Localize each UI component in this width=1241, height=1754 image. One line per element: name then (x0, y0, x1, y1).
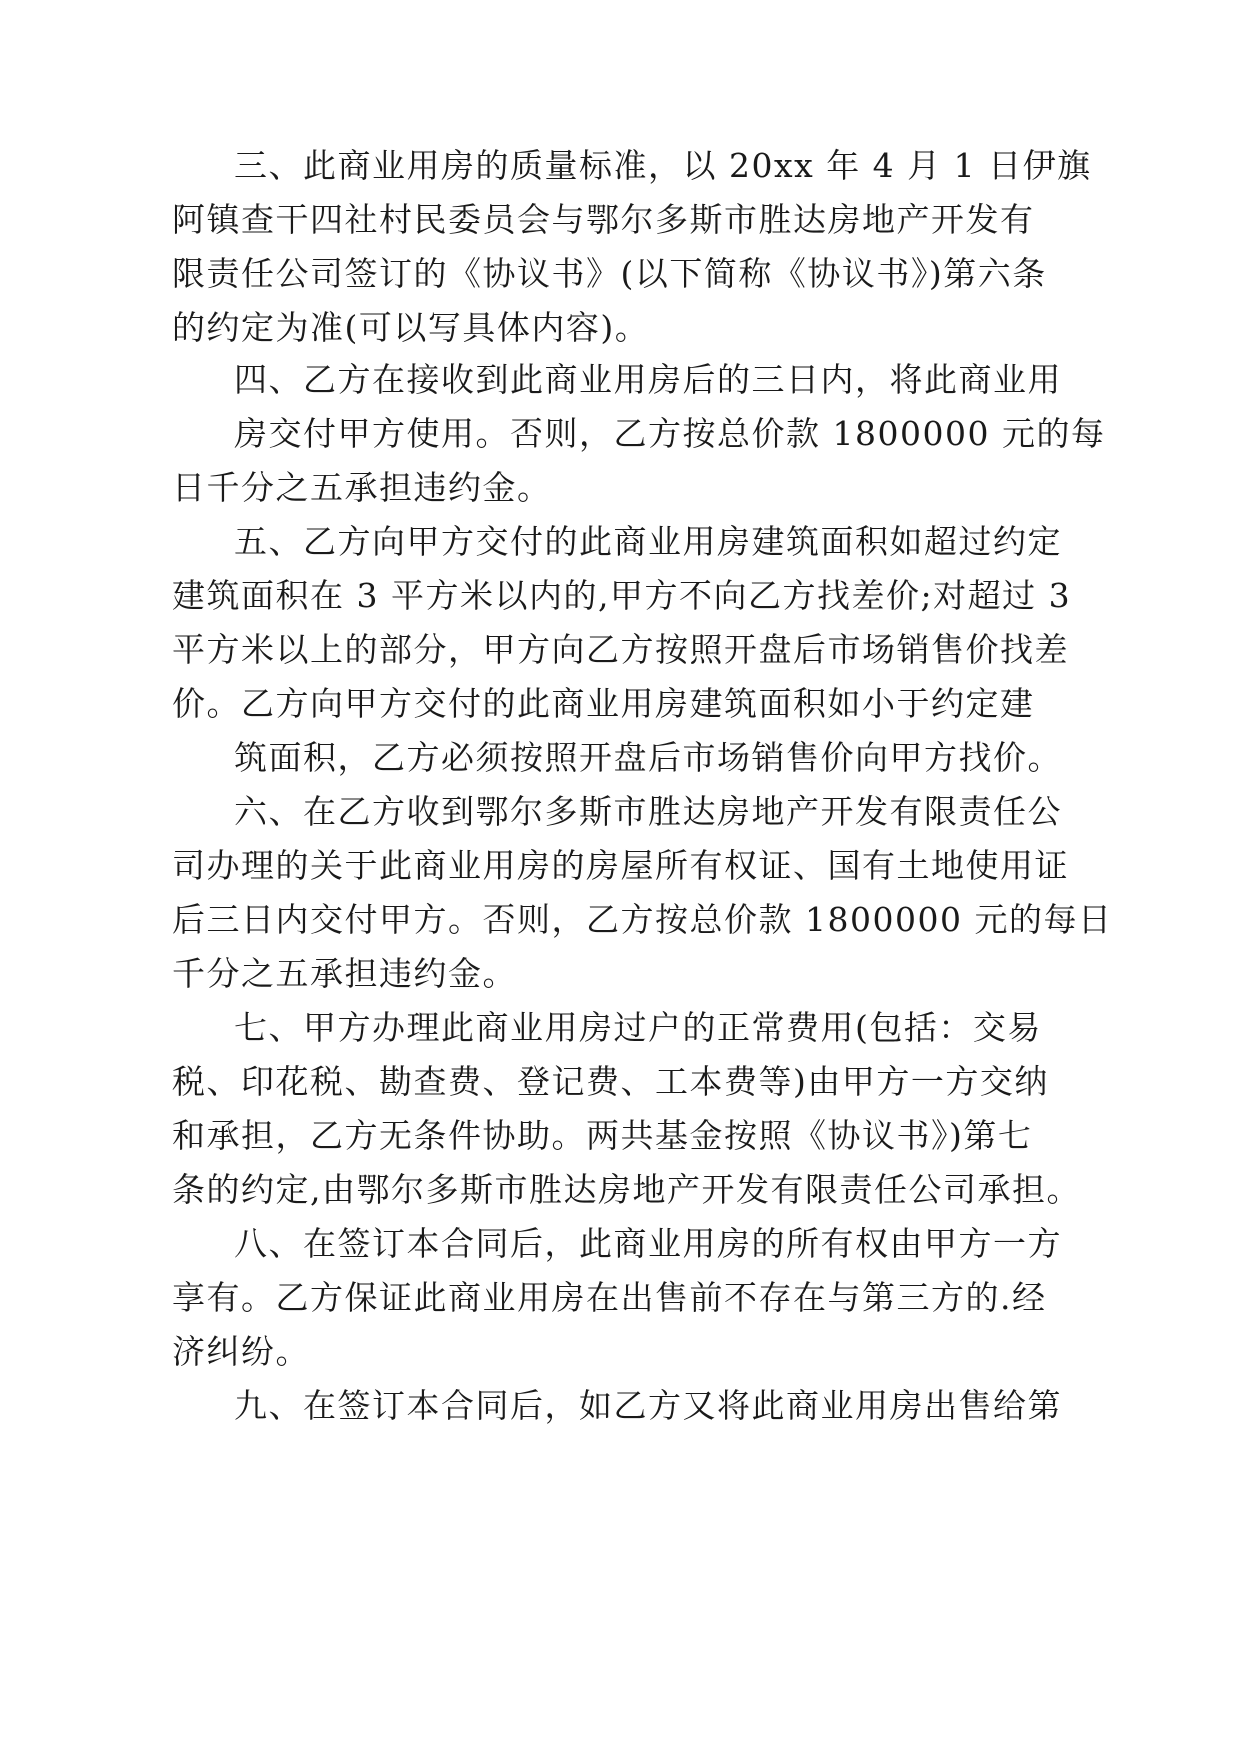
text-line: 的约定为准(可以写具体内容)。 (172, 308, 650, 347)
text-line: 七、甲方办理此商业用房过户的正常费用(包括：交易 (234, 1008, 1042, 1047)
text-line: 四、乙方在接收到此商业用房后的三日内，将此商业用 (234, 360, 1062, 399)
text-line: 三、此商业用房的质量标准，以 20xx 年 4 月 1 日伊旗 (234, 146, 1092, 185)
text-line: 享有。乙方保证此商业用房在出售前不存在与第三方的.经 (172, 1278, 1047, 1317)
text-line: 条的约定,由鄂尔多斯市胜达房地产开发有限责任公司承担。 (172, 1170, 1081, 1209)
text-line: 限责任公司签订的《协议书》(以下简称《协议书》)第六条 (172, 254, 1047, 293)
text-line: 八、在签订本合同后，此商业用房的所有权由甲方一方 (234, 1224, 1062, 1263)
text-line: 房交付甲方使用。否则，乙方按总价款 1800000 元的每 (234, 414, 1106, 453)
text-line: 平方米以上的部分，甲方向乙方按照开盘后市场销售价找差 (172, 630, 1069, 669)
text-line: 九、在签订本合同后，如乙方又将此商业用房出售给第 (234, 1386, 1062, 1425)
text-line: 阿镇查干四社村民委员会与鄂尔多斯市胜达房地产开发有 (172, 200, 1035, 239)
text-line: 六、在乙方收到鄂尔多斯市胜达房地产开发有限责任公 (234, 792, 1062, 831)
text-line: 司办理的关于此商业用房的房屋所有权证、国有土地使用证 (172, 846, 1069, 885)
text-line: 建筑面积在 3 平方米以内的,甲方不向乙方找差价;对超过 3 (172, 576, 1072, 615)
text-line: 济纠纷。 (172, 1332, 310, 1371)
text-line: 千分之五承担违约金。 (172, 954, 517, 993)
text-line: 五、乙方向甲方交付的此商业用房建筑面积如超过约定 (234, 522, 1062, 561)
text-line: 价。乙方向甲方交付的此商业用房建筑面积如小于约定建 (172, 684, 1035, 723)
text-line: 后三日内交付甲方。否则，乙方按总价款 1800000 元的每日 (172, 900, 1113, 939)
text-line: 和承担，乙方无条件协助。两共基金按照《协议书》)第七 (172, 1116, 1033, 1155)
text-line: 税、印花税、勘查费、登记费、工本费等)由甲方一方交纳 (172, 1062, 1049, 1101)
text-line: 筑面积，乙方必须按照开盘后市场销售价向甲方找价。 (234, 738, 1062, 777)
text-line: 日千分之五承担违约金。 (172, 468, 552, 507)
